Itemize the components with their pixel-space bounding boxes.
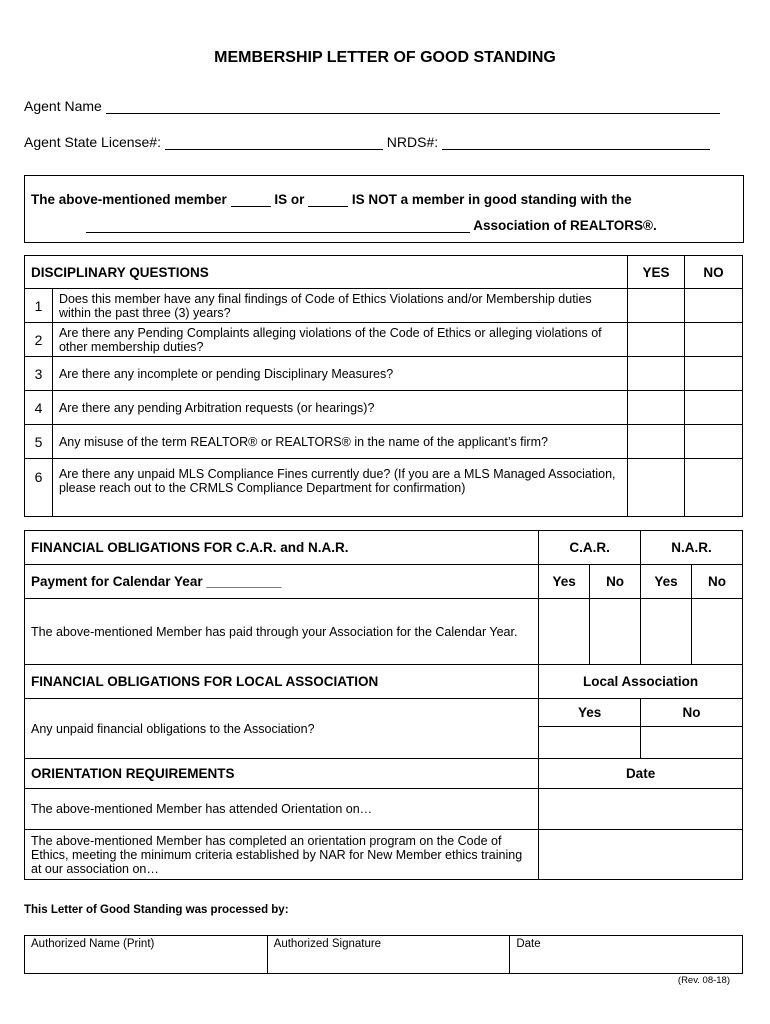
orientation-ethics-date-cell[interactable] — [539, 830, 743, 880]
car-header: C.A.R. — [539, 531, 641, 565]
agent-name-label: Agent Name — [24, 98, 102, 114]
license-label: Agent State License#: — [24, 134, 161, 150]
payment-label: Payment for Calendar Year __________ — [25, 565, 539, 599]
nar-yes-cell[interactable] — [641, 599, 692, 665]
financial-header-row — [25, 531, 743, 565]
financial-table — [24, 530, 743, 880]
processed-by-label: This Letter of Good Standing was processed by: — [24, 904, 289, 916]
orientation-header-row — [25, 759, 743, 789]
nar-no-label: No — [692, 565, 743, 599]
disciplinary-table — [24, 255, 743, 517]
table-row — [25, 391, 743, 425]
standing-line-2 — [86, 218, 657, 233]
yes-cell[interactable] — [628, 323, 685, 357]
disciplinary-header: DISCIPLINARY QUESTIONS — [25, 256, 628, 289]
unpaid-row — [25, 699, 743, 727]
standing-line-1 — [31, 192, 632, 207]
question-number: 4 — [25, 391, 53, 425]
local-yes-cell[interactable] — [539, 727, 641, 759]
question-number: 1 — [25, 289, 53, 323]
association-label: Association of REALTORS®. — [473, 218, 657, 233]
financial-header: FINANCIAL OBLIGATIONS FOR C.A.R. and N.A.R. — [25, 531, 539, 565]
is-field[interactable] — [231, 206, 271, 207]
authorized-signature-label: Authorized Signature — [273, 938, 382, 950]
yes-cell[interactable] — [628, 459, 685, 517]
table-row — [25, 323, 743, 357]
yes-cell[interactable] — [628, 391, 685, 425]
paid-text: The above-mentioned Member has paid through your Association for the Calendar Year. — [25, 599, 539, 665]
question-text: Are there any incomplete or pending Disciplinary Measures? — [52, 357, 627, 391]
nar-header: N.A.R. — [641, 531, 743, 565]
question-text: Any misuse of the term REALTOR® or REALTORS® in the name of the applicant’s firm? — [52, 425, 627, 459]
local-association-header: Local Association — [539, 665, 743, 699]
agent-name-row — [24, 98, 720, 114]
orientation-attended-text: The above-mentioned Member has attended Orientation on… — [25, 789, 539, 830]
yes-header: YES — [628, 256, 685, 289]
signature-date-field[interactable] — [510, 936, 743, 974]
nrds-label: NRDS#: — [386, 134, 439, 150]
revision-label: (Rev. 08-18) — [677, 975, 730, 986]
question-number: 2 — [25, 323, 53, 357]
local-header-row — [25, 665, 743, 699]
no-header: NO — [685, 256, 743, 289]
car-yes-cell[interactable] — [539, 599, 590, 665]
paid-row — [25, 599, 743, 665]
orientation-attended-date-cell[interactable] — [539, 789, 743, 830]
nrds-field[interactable] — [442, 149, 710, 150]
no-cell[interactable] — [685, 357, 743, 391]
local-header: FINANCIAL OBLIGATIONS FOR LOCAL ASSOCIATION — [25, 665, 539, 699]
question-number: 6 — [25, 459, 53, 517]
signature-row — [25, 936, 743, 974]
question-number: 3 — [25, 357, 53, 391]
is-not-field[interactable] — [308, 206, 348, 207]
authorized-name-field[interactable] — [25, 936, 268, 974]
yes-cell[interactable] — [628, 425, 685, 459]
car-no-cell[interactable] — [590, 599, 641, 665]
no-cell[interactable] — [685, 459, 743, 517]
orientation-ethics-row — [25, 830, 743, 880]
signature-table — [24, 935, 743, 974]
is-label: IS or — [274, 192, 305, 207]
orientation-header: ORIENTATION REQUIREMENTS — [25, 759, 539, 789]
local-no-cell[interactable] — [641, 727, 743, 759]
question-number: 5 — [25, 425, 53, 459]
table-row — [25, 459, 743, 517]
question-text: Are there any unpaid MLS Compliance Fines currently due? (If you are a MLS Managed Association, please reach out to the CRMLS Compliance Department for confirmation) — [52, 459, 627, 517]
car-yes-label: Yes — [539, 565, 590, 599]
orientation-ethics-text: The above-mentioned Member has completed an orientation program on the Code of Ethics, meeting the minimum criteria established by NAR for New Member ethics training at our association on… — [25, 830, 539, 880]
question-text: Are there any Pending Complaints alleging violations of the Code of Ethics or alleging violations of other membership duties? — [52, 323, 627, 357]
nar-yes-label: Yes — [641, 565, 692, 599]
authorized-signature-field[interactable] — [267, 936, 510, 974]
license-field[interactable] — [165, 149, 383, 150]
local-no-label: No — [641, 699, 743, 727]
is-not-label: IS NOT a member in good standing with the — [351, 192, 632, 207]
yes-cell[interactable] — [628, 289, 685, 323]
authorized-name-label: Authorized Name (Print) — [31, 938, 155, 950]
standing-text: The above-mentioned member — [31, 192, 227, 207]
yes-cell[interactable] — [628, 357, 685, 391]
orientation-attended-row — [25, 789, 743, 830]
disciplinary-header-row — [25, 256, 743, 289]
local-yes-label: Yes — [539, 699, 641, 727]
unpaid-text: Any unpaid financial obligations to the Association? — [25, 699, 539, 759]
nar-no-cell[interactable] — [692, 599, 743, 665]
date-header: Date — [539, 759, 743, 789]
question-text: Does this member have any final findings of Code of Ethics Violations and/or Membership duties within the past three (3) years? — [52, 289, 627, 323]
table-row — [25, 357, 743, 391]
standing-box — [24, 175, 744, 243]
association-name-field[interactable] — [86, 232, 470, 233]
car-no-label: No — [590, 565, 641, 599]
no-cell[interactable] — [685, 323, 743, 357]
page-title: MEMBERSHIP LETTER OF GOOD STANDING — [214, 49, 556, 66]
agent-name-field[interactable] — [106, 113, 720, 114]
no-cell[interactable] — [685, 391, 743, 425]
no-cell[interactable] — [685, 289, 743, 323]
no-cell[interactable] — [685, 425, 743, 459]
table-row — [25, 425, 743, 459]
license-row — [24, 134, 710, 150]
signature-date-label: Date — [516, 938, 541, 950]
question-text: Are there any pending Arbitration requests (or hearings)? — [52, 391, 627, 425]
payment-row — [25, 565, 743, 599]
table-row — [25, 289, 743, 323]
